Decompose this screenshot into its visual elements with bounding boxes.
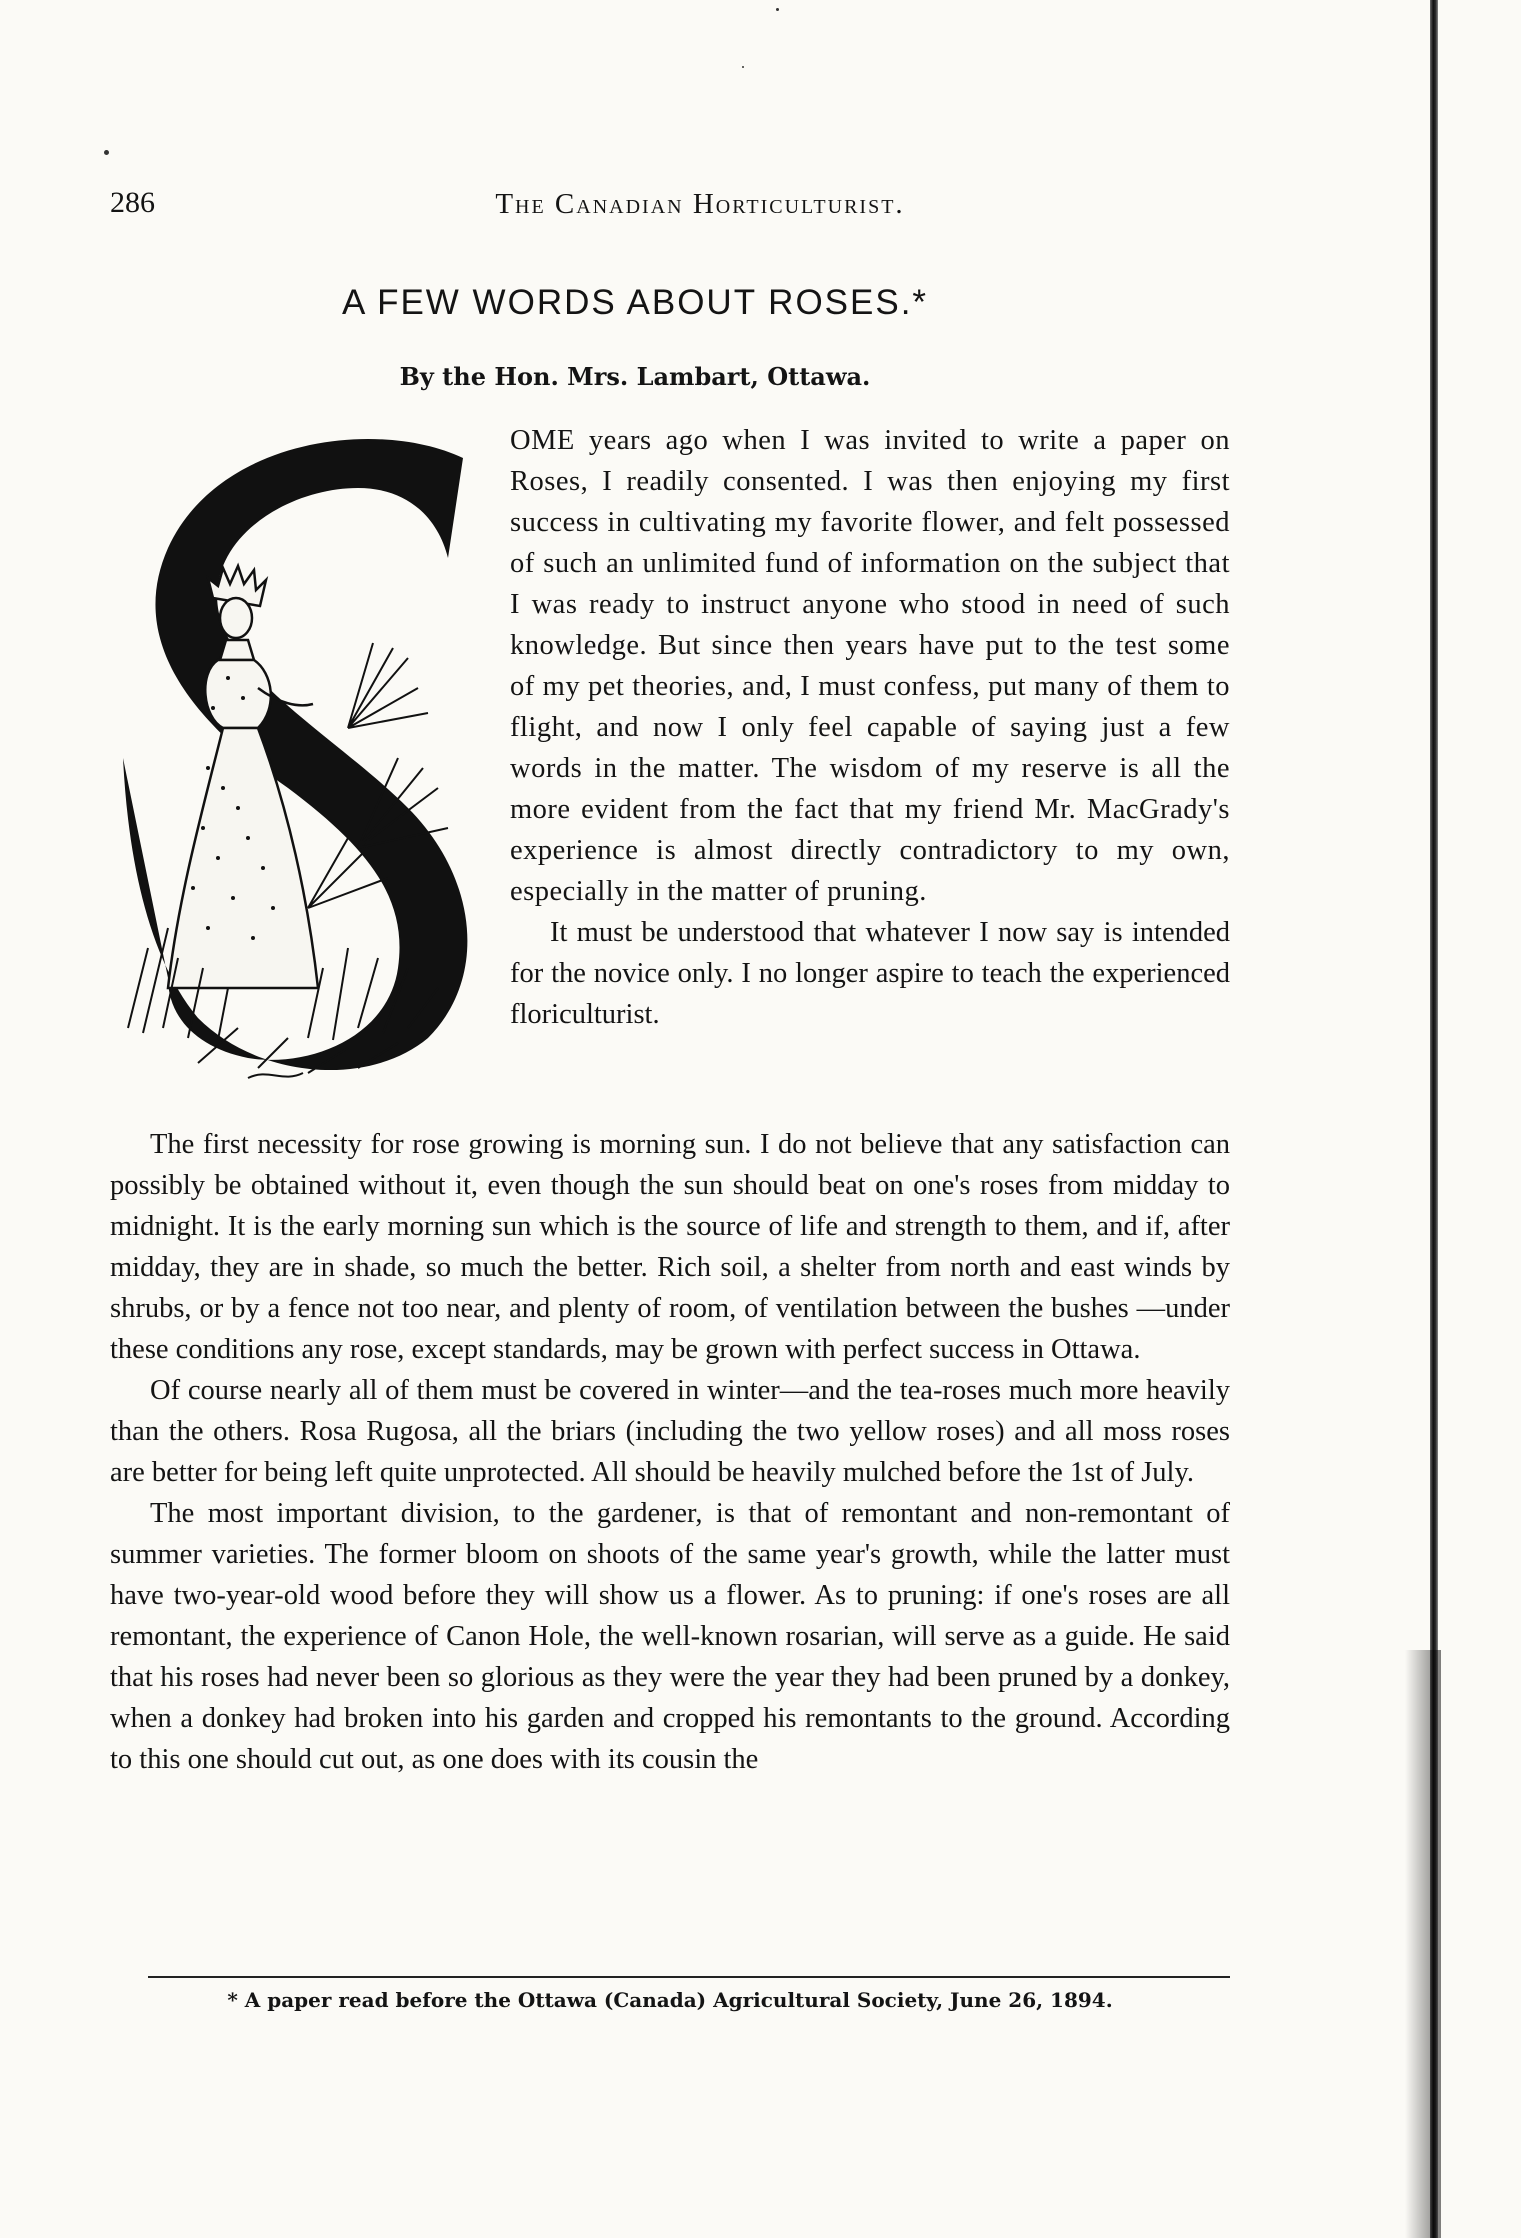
running-head: [110, 186, 1230, 226]
footnote-rule: [148, 1976, 1230, 1978]
intro-paragraph: OME years ago when I was invited to write a paper on Roses, I readily consented. I was then enjoying my first success in cultivating my favorite flower, and felt possessed of such an unlimited fund of information on the subject that I was ready to instruct anyone who stood in need of such knowledge. But since then years have put to the test some of my pet theories, and, I must confess, put many of them to flight, and now I only feel capable of saying just a few words in the matter. The wisdom of my reserve is all the more evident from the fact that my friend Mr. MacGrady's experience is almost directly contradictory to my own, especially in the matter of pruning.: [510, 425, 1230, 907]
journal-title: The Canadian Horticulturist.: [495, 188, 905, 220]
body-paragraph: The first necessity for rose growing is morning sun. I do not believe that any satisfaction can possibly be obtained without it, even though the sun should beat on one's roses from midday to midnight. It is the early morning sun which is the source of life and strength to them, and if, after midday, they are in shade, so much the better. Rich soil, a shelter from north and east winds by shrubs, or by a fence not too near, and plenty of room, of ventilation between the bushes —under these conditions any rose, except standards, may be grown with perfect success in Ottawa.: [110, 1129, 1230, 1365]
body-paragraph: Of course nearly all of them must be covered in winter—and the tea-roses much more heavily than the others. Rosa Rugosa, all the briars (including the two yellow roses) and all moss roses are better for being left quite unprotected. All should be heavily mulched before the 1st of July.: [110, 1375, 1230, 1488]
binding-shadow: [1405, 1650, 1441, 2238]
footnote: * A paper read before the Ottawa (Canada) Agricultural Society, June 26, 1894.: [227, 1988, 1113, 2012]
intro-paragraph: It must be understood that whatever I now say is intended for the novice only. I no longer aspire to teach the experienced floriculturist.: [510, 917, 1230, 1030]
article-intro-column: [510, 420, 1230, 1035]
decorated-initial-s-lady-icon: [108, 428, 508, 1088]
article-byline: By the Hon. Mrs. Lambart, Ottawa.: [399, 362, 871, 391]
page-number: 286: [110, 186, 155, 219]
body-paragraph: The most important division, to the gardener, is that of remontant and non-remontant of summer varieties. The former bloom on shoots of the same year's growth, while the latter must have two-year-old wood before they will show us a flower. As to pruning: if one's roses are all remontant, the experience of Canon Hole, the well-known rosarian, will serve as a guide. He said that his roses had never been so glorious as they were the year they had been pruned by a donkey, when a donkey had broken into his garden and cropped his remontants to the ground. According to this one should cut out, as one does with its cousin the: [110, 1498, 1230, 1775]
article-title: A FEW WORDS ABOUT ROSES.*: [341, 283, 929, 322]
article-body: [110, 1124, 1230, 1780]
